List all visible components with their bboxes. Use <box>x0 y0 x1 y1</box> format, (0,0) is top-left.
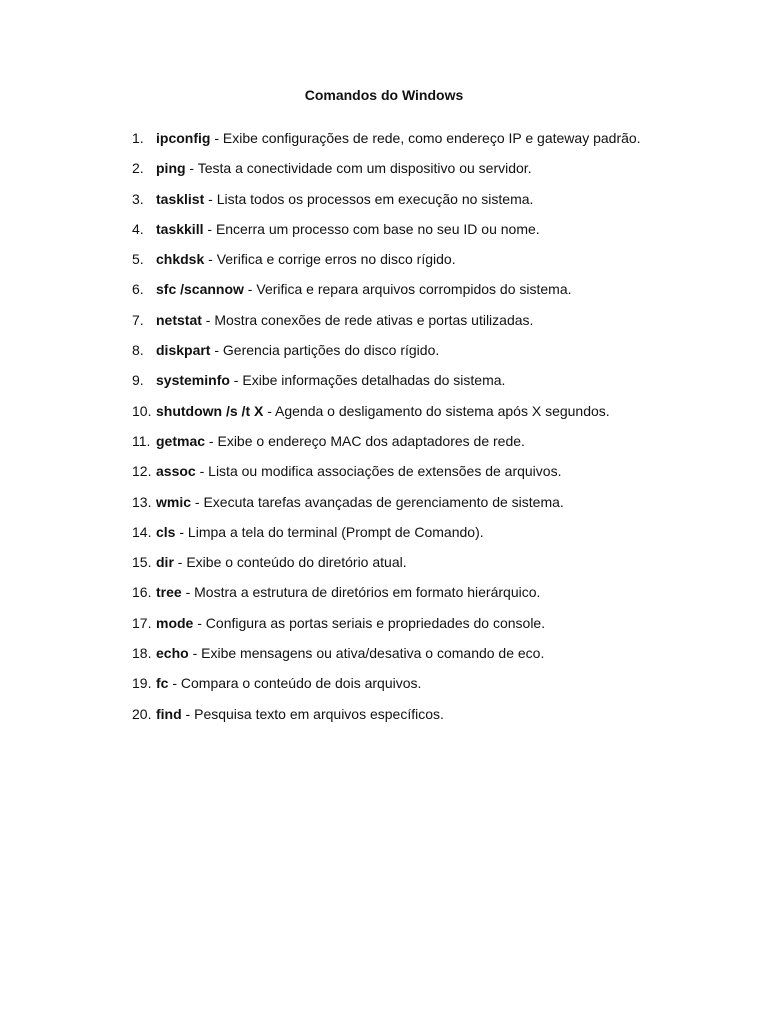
list-item-number: 14. <box>132 523 152 540</box>
command-separator: - <box>204 190 217 207</box>
command-description: Configura as portas seriais e propriedades do console. <box>205 614 546 631</box>
list-item-text <box>156 158 642 179</box>
list-item-number: 11. <box>132 432 151 449</box>
list-item <box>132 249 642 270</box>
list-item <box>132 643 642 664</box>
list-item <box>132 219 642 240</box>
list-item <box>132 279 642 300</box>
command-description: Exibe mensagens ou ativa/desativa o comando de eco. <box>201 645 545 662</box>
command-separator: - <box>210 342 223 359</box>
list-item-number: 8. <box>132 342 144 359</box>
list-item-text <box>156 582 642 603</box>
command-separator: - <box>195 463 209 480</box>
list-item-text <box>156 249 642 270</box>
list-item-number: 19. <box>132 675 152 692</box>
command-separator: - <box>185 160 198 177</box>
command-name: ipconfig <box>156 130 211 146</box>
list-item-text <box>156 370 642 391</box>
command-separator: - <box>204 251 217 268</box>
command-description: Exibe o endereço MAC dos adaptadores de rede. <box>217 432 525 449</box>
list-item <box>132 522 642 543</box>
list-item <box>132 461 642 482</box>
list-item-text <box>156 431 642 452</box>
command-description: Encerra um processo com base no seu ID ou nome. <box>215 220 540 237</box>
list-item-text <box>156 673 642 694</box>
list-item-number: 13. <box>132 493 152 510</box>
command-separator: - <box>203 220 216 237</box>
command-separator: - <box>201 311 215 328</box>
command-description: Verifica e corrige erros no disco rígido. <box>216 251 456 268</box>
command-separator: - <box>191 493 204 510</box>
command-separator: - <box>173 554 187 571</box>
list-item-text <box>156 552 642 573</box>
list-item-number: 4. <box>132 220 144 237</box>
list-item <box>132 340 642 361</box>
list-item <box>132 128 642 149</box>
command-name: find <box>156 705 182 722</box>
command-description: Limpa a tela do terminal (Prompt de Comando). <box>187 523 484 540</box>
command-name: chkdsk <box>156 251 205 268</box>
list-item-number: 17. <box>132 614 152 631</box>
command-description: Pesquisa texto em arquivos específicos. <box>194 705 444 722</box>
command-separator: - <box>181 584 195 601</box>
list-item <box>132 552 642 573</box>
list-item-text <box>156 219 642 240</box>
command-description: Compara o conteúdo de dois arquivos. <box>180 675 422 692</box>
command-name: getmac <box>156 432 206 449</box>
command-name: echo <box>156 645 189 662</box>
command-name: netstat <box>156 311 202 328</box>
command-name: dir <box>156 554 174 571</box>
list-item-text <box>156 461 642 482</box>
command-description: Agenda o desligamento do sistema após X segundos. <box>275 402 610 419</box>
list-item-number: 20. <box>132 705 152 722</box>
list-item-text <box>156 643 642 664</box>
list-item <box>132 370 642 391</box>
list-item-text <box>156 492 642 513</box>
list-item-number: 2. <box>132 160 144 177</box>
list-item-text <box>156 522 642 543</box>
command-name: fc <box>156 675 169 692</box>
list-item <box>132 189 642 210</box>
command-separator: - <box>175 523 188 540</box>
list-item-text <box>156 310 642 331</box>
command-description: Verifica e repara arquivos corrompidos do sistema. <box>256 281 572 298</box>
command-name: shutdown /s /t X <box>156 402 264 419</box>
list-item-number: 5. <box>132 251 144 268</box>
command-separator: - <box>263 402 276 419</box>
list-item-number: 3. <box>132 190 144 207</box>
list-item-number: 12. <box>132 463 152 480</box>
list-item-number: 18. <box>132 645 152 662</box>
command-separator: - <box>181 705 195 722</box>
command-description: Mostra conexões de rede ativas e portas utilizadas. <box>214 311 534 328</box>
list-item-text <box>156 401 642 422</box>
list-item-number: 15. <box>132 554 152 571</box>
list-item-text <box>156 704 642 725</box>
page-title: Comandos do Windows <box>304 87 464 103</box>
list-item <box>132 310 642 331</box>
command-name: assoc <box>156 463 196 480</box>
list-item <box>132 431 642 452</box>
list-item-number: 1. <box>132 130 144 146</box>
command-name: wmic <box>156 493 192 510</box>
command-description: Lista todos os processos em execução no sistema. <box>216 190 534 207</box>
command-name: mode <box>156 614 194 631</box>
list-item <box>132 613 642 634</box>
command-name: systeminfo <box>156 372 230 389</box>
list-item <box>132 582 642 603</box>
list-item-text <box>156 128 642 149</box>
list-item <box>132 492 642 513</box>
command-name: ping <box>156 160 186 177</box>
list-item-text <box>156 189 642 210</box>
list-item <box>132 673 642 694</box>
list-item-text <box>156 613 642 634</box>
list-item-number: 16. <box>132 584 152 601</box>
command-separator: - <box>205 432 218 449</box>
command-name: tree <box>156 584 182 601</box>
command-description: Exibe configurações de rede, como endereço IP e gateway padrão. <box>222 130 641 146</box>
command-description: Lista ou modifica associações de extensões de arquivos. <box>208 463 562 480</box>
list-item-number: 10. <box>132 402 152 419</box>
command-name: tasklist <box>156 190 205 207</box>
list-item <box>132 704 642 725</box>
list-item-text <box>156 340 642 361</box>
command-description: Mostra a estrutura de diretórios em formato hierárquico. <box>194 584 541 601</box>
command-separator: - <box>188 645 202 662</box>
command-name: sfc /scannow <box>156 281 244 298</box>
command-separator: - <box>229 372 243 389</box>
command-separator: - <box>193 614 206 631</box>
list-item-number: 7. <box>132 311 144 328</box>
command-name: cls <box>156 523 176 540</box>
list-item-number: 6. <box>132 281 144 298</box>
command-description: Gerencia partições do disco rígido. <box>222 342 440 359</box>
command-list <box>132 128 642 734</box>
list-item <box>132 158 642 179</box>
command-name: taskkill <box>156 220 204 237</box>
command-separator: - <box>168 675 181 692</box>
command-separator: - <box>243 281 257 298</box>
command-name: diskpart <box>156 342 211 359</box>
list-item <box>132 401 642 422</box>
command-description: Testa a conectividade com um dispositivo ou servidor. <box>197 160 532 177</box>
command-description: Exibe o conteúdo do diretório atual. <box>186 554 407 571</box>
list-item-number: 9. <box>132 372 144 389</box>
command-description: Exibe informações detalhadas do sistema. <box>242 372 506 389</box>
command-separator: - <box>210 130 223 146</box>
command-description: Executa tarefas avançadas de gerenciamento de sistema. <box>203 493 564 510</box>
list-item-text <box>156 279 642 300</box>
